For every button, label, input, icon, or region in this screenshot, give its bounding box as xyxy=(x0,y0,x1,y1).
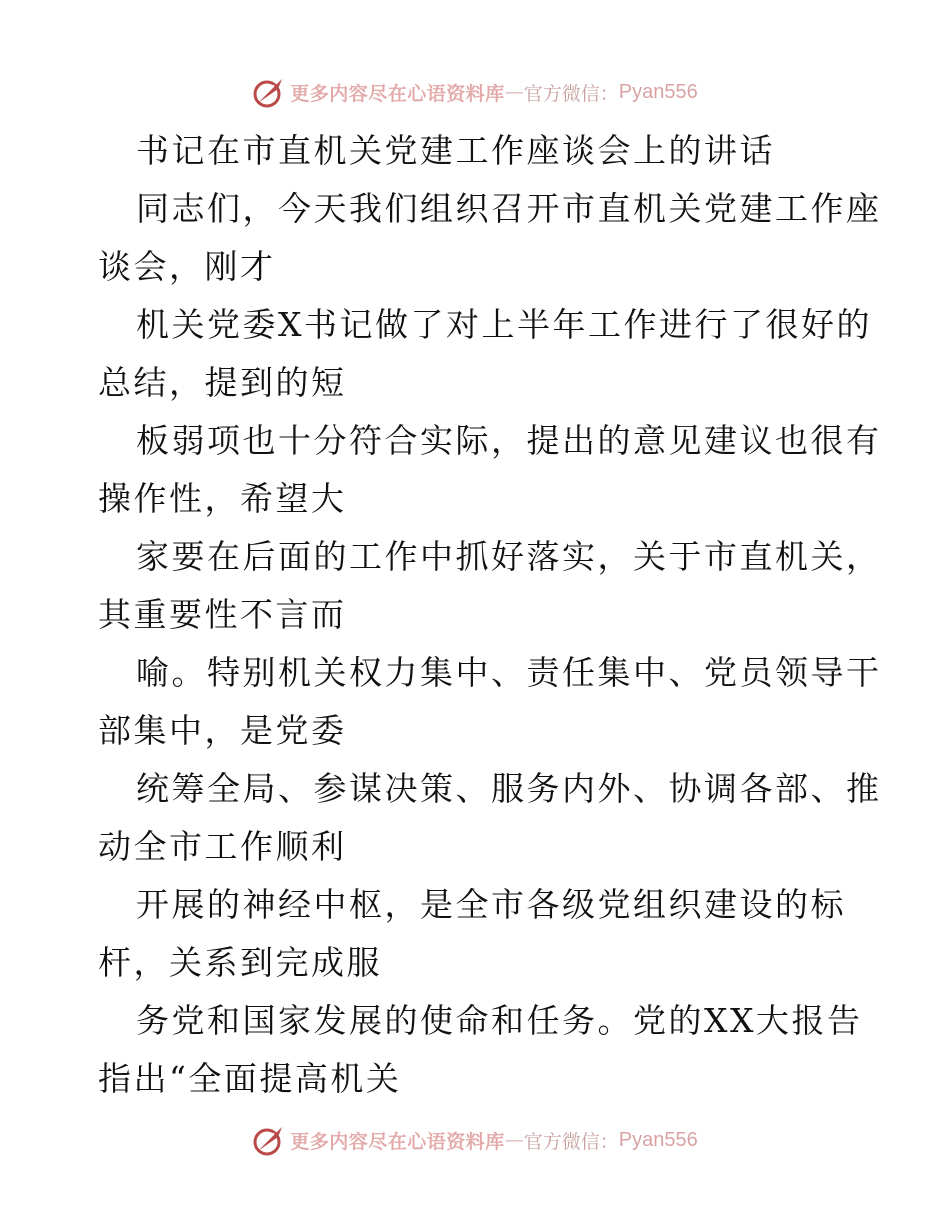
paragraph-line: 统筹全局、参谋决策、服务内外、协调各部、推 xyxy=(136,769,882,808)
paragraph-line: 喻。特别机关权力集中、责任集中、党员领导干 xyxy=(136,653,882,692)
watermark-wechat-label: 官方微信： xyxy=(523,82,619,105)
quill-logo-icon xyxy=(252,75,286,109)
paragraph-line: 杆，关系到完成服 xyxy=(98,943,382,982)
paragraph-line: 操作性，希望大 xyxy=(98,479,347,518)
paragraph-line: 谈会，刚才 xyxy=(98,247,276,286)
watermark-separator: — xyxy=(504,1129,524,1151)
paragraph-line: 板弱项也十分符合实际，提出的意见建议也很有 xyxy=(136,421,882,460)
paragraph-line: 家要在后面的工作中抓好落实，关于市直机关， xyxy=(136,537,882,576)
footer-watermark xyxy=(0,1120,950,1160)
watermark-wechat-label: 官方微信： xyxy=(523,1130,619,1153)
watermark-wechat-id: Pyan556 xyxy=(618,80,698,103)
paragraph-line: 务党和国家发展的使命和任务。党的XX大报告 xyxy=(136,1001,863,1040)
watermark-wechat-id: Pyan556 xyxy=(618,1128,698,1151)
paragraph-line: 总结，提到的短 xyxy=(98,363,347,402)
paragraph-line: 部集中，是党委 xyxy=(98,711,347,750)
document-title: 书记在市直机关党建工作座谈会上的讲话 xyxy=(136,131,775,170)
watermark-text: 更多内容尽在心语资料库 xyxy=(290,82,505,105)
paragraph-line: 其重要性不言而 xyxy=(98,595,347,634)
header-watermark xyxy=(0,72,950,112)
document-body xyxy=(98,122,882,1108)
watermark-separator: — xyxy=(504,81,524,103)
quill-logo-icon xyxy=(252,1123,286,1157)
paragraph-line: 动全市工作顺利 xyxy=(98,827,347,866)
paragraph-line: 指出“全面提高机关 xyxy=(98,1059,402,1098)
paragraph-line: 机关党委X书记做了对上半年工作进行了很好的 xyxy=(136,305,872,344)
paragraph-line: 开展的神经中枢，是全市各级党组织建设的标 xyxy=(136,885,846,924)
watermark-text: 更多内容尽在心语资料库 xyxy=(290,1130,505,1153)
paragraph-line: 同志们，今天我们组织召开市直机关党建工作座 xyxy=(136,189,882,228)
